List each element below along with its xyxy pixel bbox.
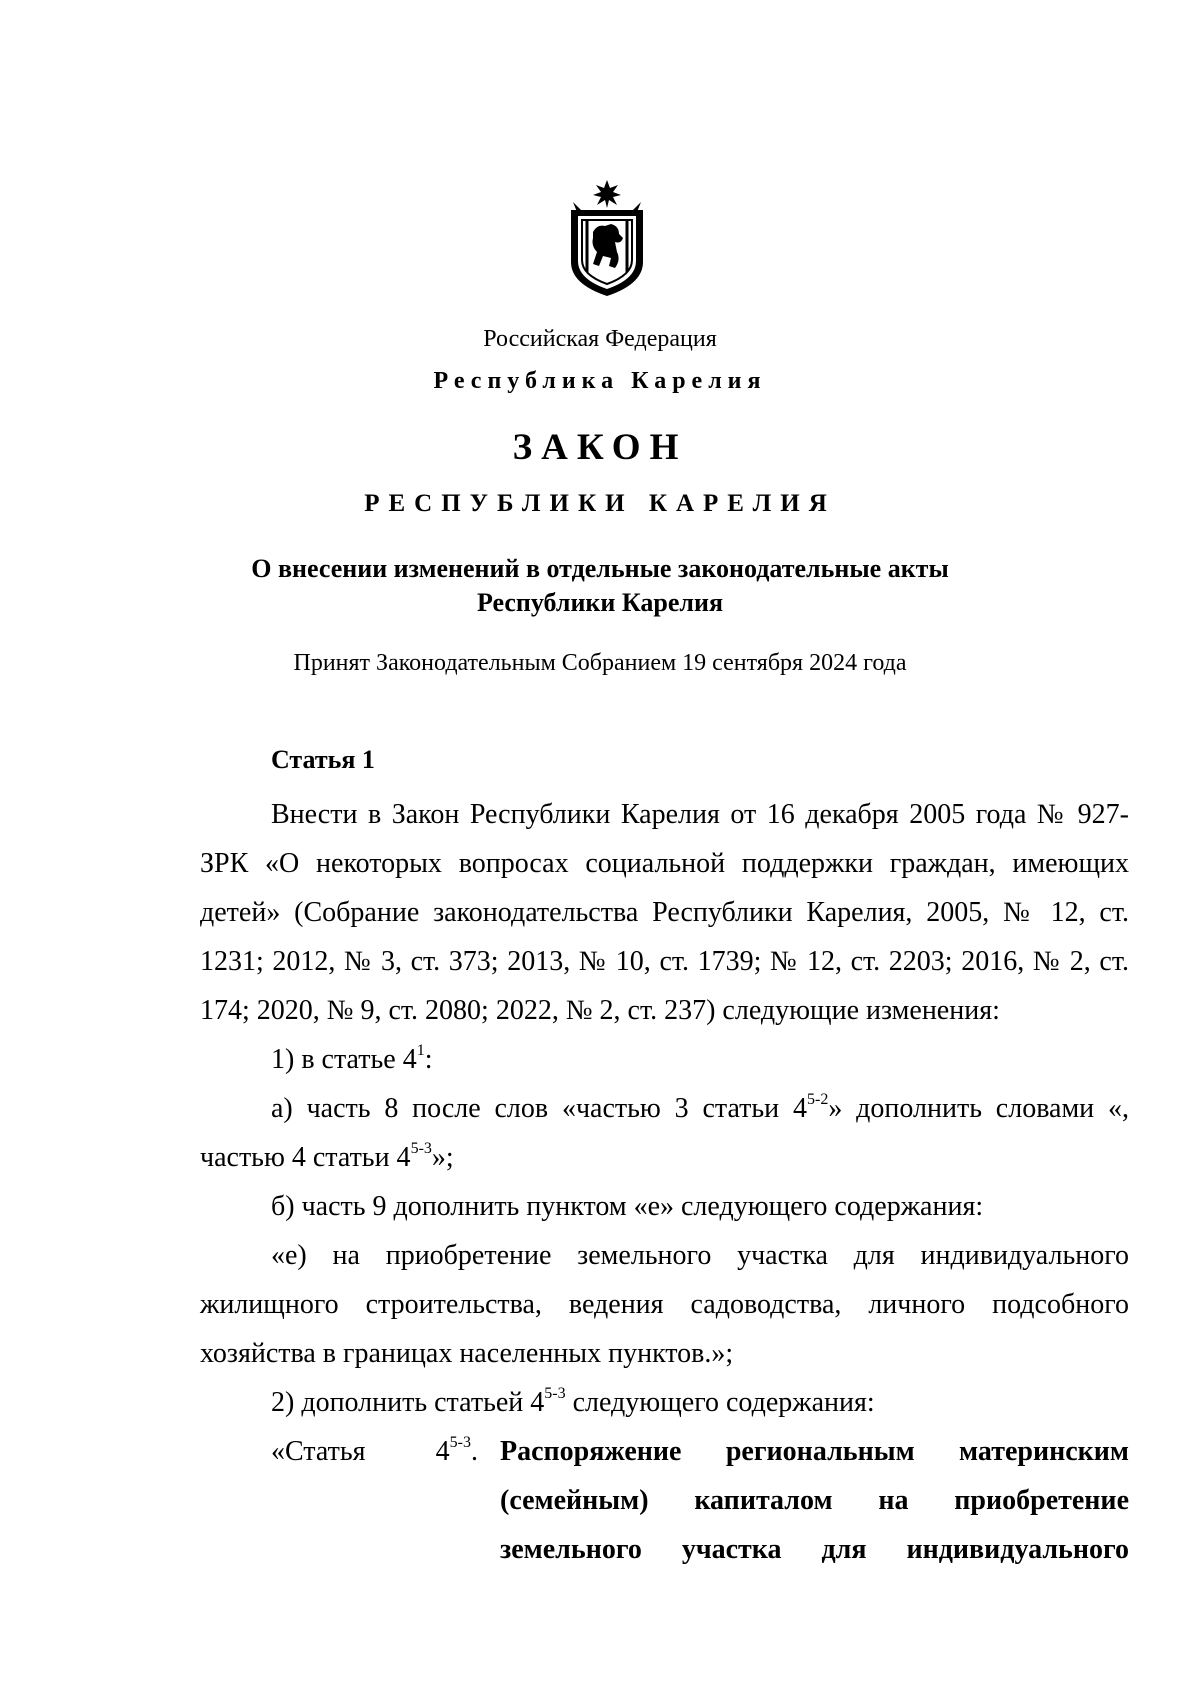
document-type-subtitle: РЕСПУБЛИКИ КАРЕЛИЯ [364, 490, 836, 517]
document-type: ЗАКОН [512, 427, 688, 468]
item-1: 1) в статье $4^1$: [271, 1042, 433, 1075]
item-1a: а) часть 8 после слов «частью 3 статьи 4$^{5-2}$» дополнить словами «, частью 4 статьи 4$^{5-3}$»; [200, 1091, 1129, 1173]
new-article-heading [200, 1427, 1129, 1574]
item-2: 2) дополнить статьей 4$^{5-3}$ следующего содержания: [271, 1385, 875, 1418]
new-article-number: 4$^{5-3}$. [435, 1434, 478, 1467]
article-intro: Внести в Закон Республики Карелия от 16 декабря 2005 года № 927-ЗРК «О некоторых вопросах социальной поддержки граждан, имеющих детей» (Собрание законодательства Республики Карелия, 2005, № 12, ст. 1231; 2012, № 3, ст. 373; 2013, № 10, ст. 1739; № 12, ст. 2203; 2016, № 2, ст. 174; 2020, № 9, ст. 2080; 2022, № 2, ст. 237) следующие изменения: [200, 799, 1129, 1026]
document-title-line2: Республики Карелия [476, 588, 724, 617]
adoption-note: Принят Законодательным Собранием 19 сентября 2024 года [293, 650, 907, 676]
document-title [0, 552, 1200, 620]
document-title-line1: О внесении изменений в отдельные законодательные акты [251, 554, 949, 583]
country-name: Российская Федерация [483, 326, 717, 352]
republic-name: Республика Карелия [433, 368, 767, 394]
karelia-coat-of-arms-icon [563, 180, 651, 298]
item-1b-quote: «е) на приобретение земельного участка для индивидуального жилищного строительства, ведения садоводства, личного подсобного хозяйства в границах населенных пунктов.»; [200, 1240, 1129, 1369]
new-article-word: «Статья [271, 1436, 366, 1467]
item-1b: б) часть 9 дополнить пунктом «е» следующего содержания: [271, 1191, 984, 1222]
article-body [200, 790, 1129, 1574]
article-heading: Статья 1 [271, 745, 375, 774]
new-article-title: Распоряжение региональным материнским (семейным) капиталом на приобретение земельного участка для индивидуального [500, 1436, 1129, 1565]
